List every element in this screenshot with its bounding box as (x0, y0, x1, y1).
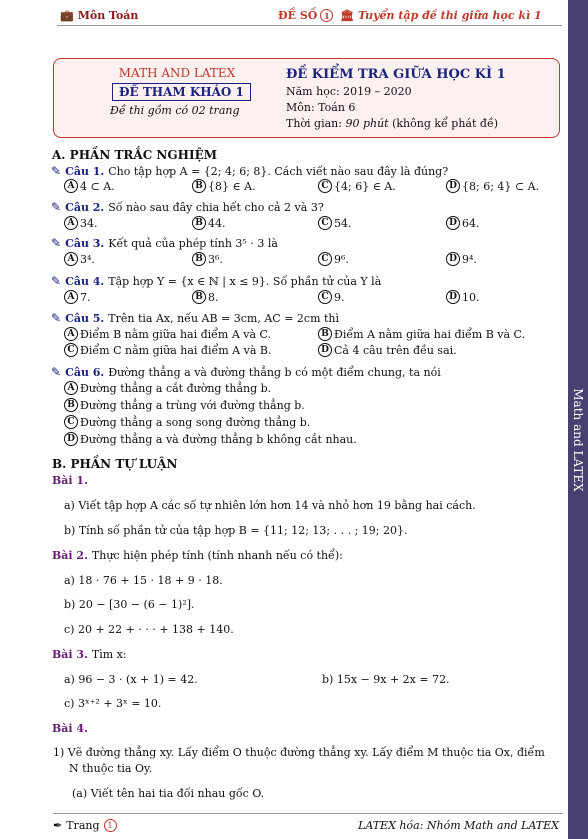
exercise-4-label: Bài 4. (52, 722, 88, 735)
exercise-3b: b) 15x − 9x + 2x = 72. (322, 673, 450, 686)
exercise-1a: a) Viết tập hợp A các số tự nhiên lớn hơn 14 và nhỏ hơn 19 bằng hai cách. (64, 499, 476, 512)
exercise-3-label: Bài 3. Tìm x: (52, 648, 127, 661)
option-b: B 8. (192, 290, 219, 304)
question-2: ✎ Câu 2. Số nào sau đây chia hết cho cả 2 và 3? (51, 200, 324, 214)
exercise-2-label: Bài 2. Thực hiện phép tính (tính nhanh nếu có thể): (52, 549, 343, 562)
exercise-3a: a) 96 − 3 · (x + 1) = 42. (64, 673, 198, 686)
exam-number: ĐỀ SỐ 1 (278, 9, 333, 22)
pencil-icon: ✎ (51, 236, 62, 250)
pencil-icon: ✎ (51, 311, 62, 325)
part-a-title: A. PHẦN TRẮC NGHIỆM (52, 148, 218, 162)
exam-title: ĐỀ KIỂM TRA GIỮA HỌC KÌ 1 (286, 67, 506, 82)
option-b: B Điểm A nằm giữa hai điểm B và C. (318, 327, 525, 341)
pen-nib-icon: ✒ (53, 819, 63, 832)
subject: Môn: Toán 6 (286, 101, 356, 114)
title-box (53, 58, 560, 138)
option-c: C 9. (318, 290, 345, 304)
question-1: ✎ Câu 1. Cho tập hợp A = {2; 4; 6; 8}. Cách viết nào sau đây là đúng? (51, 164, 449, 178)
brand-label: MATH AND LATEX (118, 66, 236, 80)
pencil-icon: ✎ (51, 274, 62, 288)
footer-divider (53, 813, 563, 814)
exercise-2a: a) 18 · 76 + 15 · 18 + 9 · 18. (64, 574, 223, 587)
option-a: A Điểm B nằm giữa hai điểm A và C. (64, 327, 271, 341)
option-a: A 34. (64, 216, 98, 230)
page-header (0, 0, 568, 26)
footer-credit: LATEX hóa: Nhóm Math and LATEX (358, 819, 559, 832)
option-d: D Cả 4 câu trên đều sai. (318, 343, 457, 357)
time-line: Thời gian: 90 phút (không kể phát đề) (286, 117, 499, 130)
page-number: ✒ Trang 1 (53, 819, 117, 832)
option-b: B 3⁶. (192, 252, 223, 266)
school-year: Năm học: 2019 – 2020 (286, 85, 412, 98)
pencil-icon: ✎ (51, 200, 62, 214)
option-b: B {8} ∈ A. (192, 179, 256, 193)
page-footer (53, 817, 563, 833)
question-3: ✎ Câu 3. Kết quả của phép tính 3⁵ · 3 là (51, 236, 278, 250)
option-a: A 3⁴. (64, 252, 95, 266)
exercise-4-line2: N thuộc tia Oy. (69, 762, 153, 775)
page-number-badge: 1 (104, 819, 117, 832)
option-b: B 44. (192, 216, 226, 230)
pencil-icon: ✎ (51, 164, 62, 178)
question-6: ✎ Câu 6. Đường thẳng a và đường thẳng b có một điểm chung, ta nói (51, 365, 441, 379)
part-b-title: B. PHẦN TỰ LUẬN (52, 457, 178, 471)
exercise-2c: c) 20 + 22 + · · · + 138 + 140. (64, 623, 234, 636)
option-d: D 64. (446, 216, 480, 230)
option-c: C Điểm C nằm giữa hai điểm A và B. (64, 343, 271, 357)
exercise-4-line1: 1) Vẽ đường thẳng xy. Lấy điểm O thuộc đường thẳng xy. Lấy điểm M thuộc tia Ox, điểm (53, 746, 545, 759)
exercise-1b: b) Tính số phần tử của tập hợp B = {11; 12; 13; . . . ; 19; 20}. (64, 524, 408, 537)
option-c: C 9⁶. (318, 252, 349, 266)
pencil-icon: ✎ (51, 365, 62, 379)
reference-label: ĐỀ THAM KHẢO 1 (112, 83, 251, 101)
exercise-4a: (a) Viết tên hai tia đối nhau gốc O. (72, 787, 265, 800)
exercise-3c: c) 3ˣ⁺² + 3ˣ = 10. (64, 697, 162, 710)
question-4: ✎ Câu 4. Tập hợp Y = {x ∈ ℕ | x ≤ 9}. Số phần tử của Y là (51, 274, 382, 288)
option-b: B Đường thẳng a trùng với đường thẳng b. (64, 398, 305, 412)
option-c: C Đường thẳng a song song đường thẳng b. (64, 415, 310, 429)
option-d: D {8; 6; 4} ⊂ A. (446, 179, 539, 193)
option-c: C {4; 6} ∈ A. (318, 179, 396, 193)
option-a: A Đường thẳng a cắt đường thẳng b. (64, 381, 271, 395)
option-a: A 7. (64, 290, 91, 304)
option-d: D Đường thẳng a và đường thẳng b không cắt nhau. (64, 432, 357, 446)
collection-title: 🏛 Tuyển tập đề thi giữa học kì 1 (340, 9, 542, 22)
header-divider (57, 25, 562, 26)
briefcase-icon: 💼 (60, 9, 74, 22)
exercise-2b: b) 20 − [30 − (6 − 1)²]. (64, 598, 195, 611)
page-count: Đề thi gồm có 02 trang (110, 104, 240, 117)
option-c: C 54. (318, 216, 352, 230)
option-d: D 10. (446, 290, 480, 304)
option-a: A 4 ⊂ A. (64, 179, 115, 193)
question-5: ✎ Câu 5. Trên tia Ax, nếu AB = 3cm, AC = 2cm thì (51, 311, 340, 325)
sidebar-label: Math and LATEX (571, 388, 585, 492)
bank-icon: 🏛 (340, 9, 354, 22)
subject-label: 💼 Môn Toán (60, 9, 139, 22)
exam-number-badge: 1 (320, 9, 333, 22)
exercise-1-label: Bài 1. (52, 474, 88, 487)
option-d: D 9⁴. (446, 252, 477, 266)
